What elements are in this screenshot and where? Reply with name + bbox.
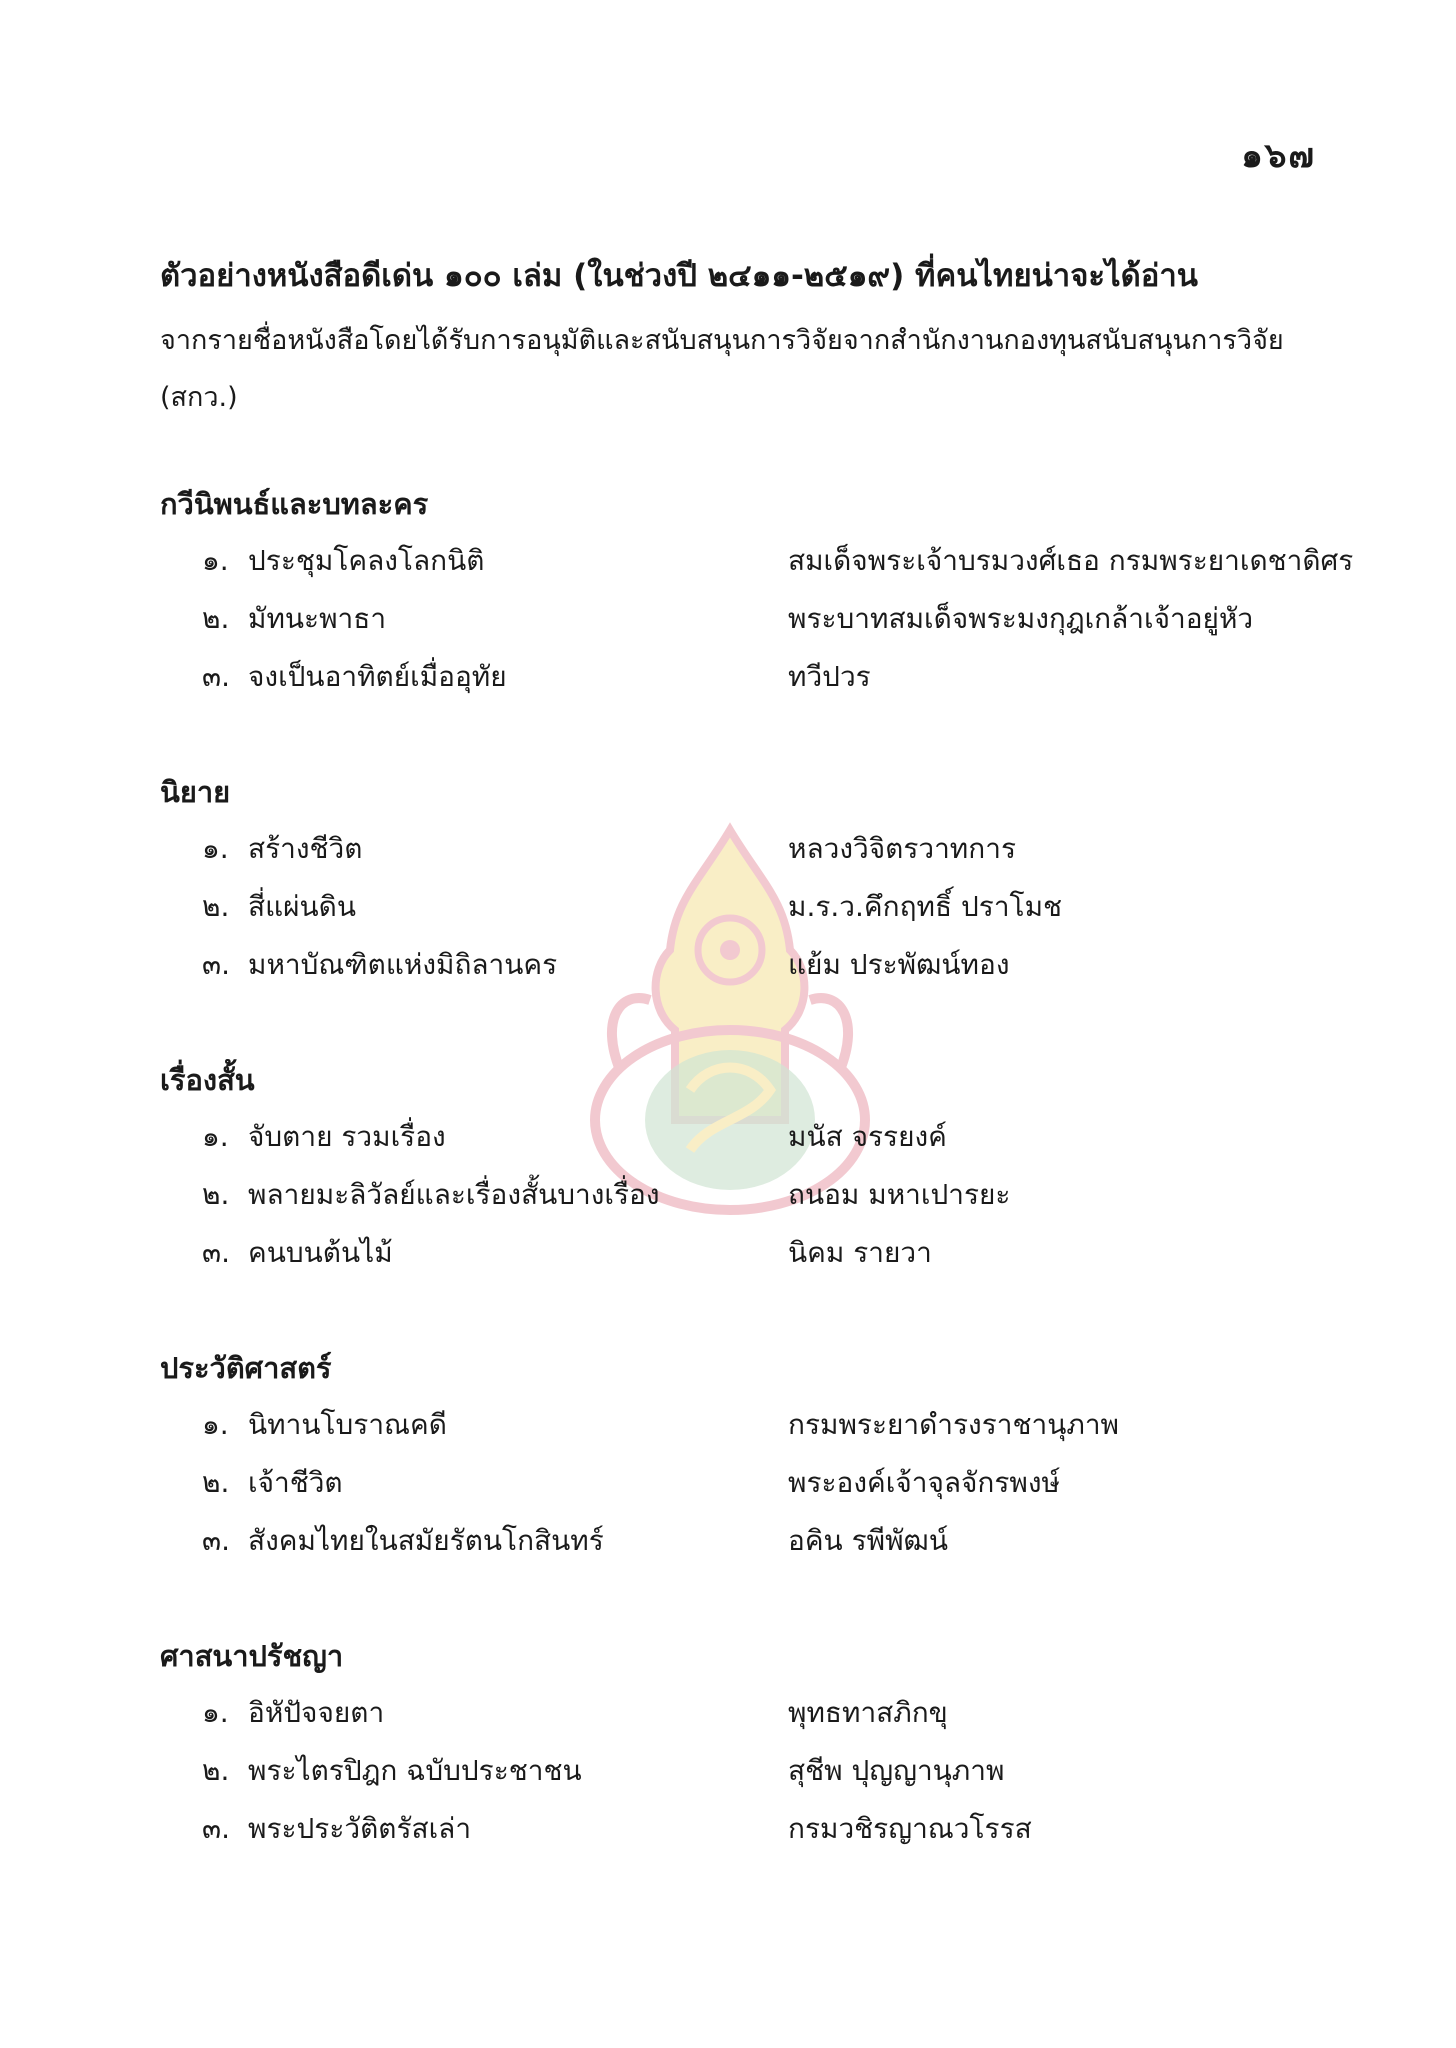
book-author: อคิน รพีพัฒน์ (788, 1524, 948, 1557)
book-author: กรมพระยาดำรงราชานุภาพ (788, 1408, 1119, 1441)
item-number: ๒. (202, 1178, 230, 1211)
book-author: ทวีปวร (788, 660, 871, 693)
list-item (160, 1800, 1330, 1858)
book-author: ม.ร.ว.คึกฤทธิ์ ปราโมช (788, 890, 1063, 923)
item-number: ๓. (202, 1236, 231, 1269)
item-number: ๒. (202, 1754, 230, 1787)
item-number: ๓. (202, 1524, 231, 1557)
section-poetry-drama (160, 476, 1354, 706)
item-number: ๑. (202, 1408, 229, 1441)
book-author: หลวงวิจิตรวาทการ (788, 832, 1016, 865)
list-item (160, 820, 1330, 878)
section-history (160, 1340, 1330, 1570)
book-author: มนัส จรรยงค์ (788, 1120, 947, 1153)
book-author: พระบาทสมเด็จพระมงกุฎเกล้าเจ้าอยู่หัว (788, 602, 1254, 635)
section-heading: กวีนิพนธ์และบทละคร (160, 487, 429, 521)
section-heading: ประวัติศาสตร์ (160, 1351, 332, 1385)
book-title: เจ้าชีวิต (248, 1466, 343, 1499)
book-title: คนบนต้นไม้ (248, 1236, 393, 1269)
item-number: ๒. (202, 890, 230, 923)
book-title: อิหัปัจจยตา (248, 1696, 385, 1729)
section-religion-philosophy (160, 1628, 1330, 1858)
section-heading: ศาสนาปรัชญา (160, 1639, 344, 1673)
document-subtitle: จากรายชื่อหนังสือโดยได้รับการอนุมัติและสนับสนุนการวิจัยจากสำนักงานกองทุนสนับสนุนการวิจัย (สกว.) (160, 325, 1284, 413)
book-author: พระองค์เจ้าจุลจักรพงษ์ (788, 1466, 1061, 1499)
page-number: ๑๖๗ (1241, 136, 1316, 176)
item-number: ๓. (202, 660, 231, 693)
item-number: ๑. (202, 1696, 229, 1729)
section-heading: นิยาย (160, 775, 231, 809)
book-author: นิคม รายวา (788, 1236, 932, 1269)
section-heading: เรื่องสั้น (160, 1063, 255, 1097)
list-item (160, 648, 1330, 706)
book-author: สมเด็จพระเจ้าบรมวงศ์เธอ กรมพระยาเดชาดิศร (788, 544, 1354, 577)
list-item (160, 1108, 1330, 1166)
list-item (160, 1742, 1330, 1800)
item-number: ๒. (202, 1466, 230, 1499)
section-short-stories (160, 1052, 1330, 1282)
list-item (160, 1396, 1330, 1454)
book-author: แย้ม ประพัฒน์ทอง (788, 948, 1010, 981)
book-title: พระไตรปิฎก ฉบับประชาชน (248, 1754, 582, 1787)
item-number: ๓. (202, 1812, 231, 1845)
item-number: ๒. (202, 602, 230, 635)
list-item (160, 936, 1330, 994)
list-item (160, 1684, 1330, 1742)
book-title: มหาบัณฑิตแห่งมิถิลานคร (248, 948, 558, 981)
item-number: ๑. (202, 544, 229, 577)
list-item (160, 1224, 1330, 1282)
book-title: ประชุมโคลงโลกนิติ (248, 544, 485, 577)
item-number: ๑. (202, 1120, 229, 1153)
book-title: สี่แผ่นดิน (248, 890, 357, 923)
book-author: กรมวชิรญาณวโรรส (788, 1812, 1032, 1845)
book-author: ถนอม มหาเปารยะ (788, 1178, 1011, 1211)
item-number: ๑. (202, 832, 229, 865)
section-novels (160, 764, 1330, 994)
book-author: พุทธทาสภิกขุ (788, 1696, 948, 1729)
book-title: จงเป็นอาทิตย์เมื่ออุทัย (248, 660, 507, 693)
item-number: ๓. (202, 948, 231, 981)
list-item (160, 1166, 1330, 1224)
book-title: จับตาย รวมเรื่อง (248, 1120, 446, 1153)
book-title: พลายมะลิวัลย์และเรื่องสั้นบางเรื่อง (248, 1178, 660, 1211)
book-title: นิทานโบราณคดี (248, 1408, 447, 1441)
book-title: สังคมไทยในสมัยรัตนโกสินทร์ (248, 1524, 604, 1557)
list-item (160, 878, 1330, 936)
document-title: ตัวอย่างหนังสือดีเด่น ๑๐๐ เล่ม (ในช่วงปี ๒๔๑๑-๒๕๑๙) ที่คนไทยน่าจะได้อ่าน (160, 258, 1198, 294)
list-item (160, 1512, 1330, 1570)
book-title: สร้างชีวิต (248, 832, 363, 865)
book-author: สุชีพ ปุญญานุภาพ (788, 1754, 1005, 1787)
list-item (160, 590, 1330, 648)
book-title: มัทนะพาธา (248, 602, 387, 635)
book-title: พระประวัติตรัสเล่า (248, 1812, 472, 1845)
list-item (160, 532, 1354, 590)
list-item (160, 1454, 1330, 1512)
